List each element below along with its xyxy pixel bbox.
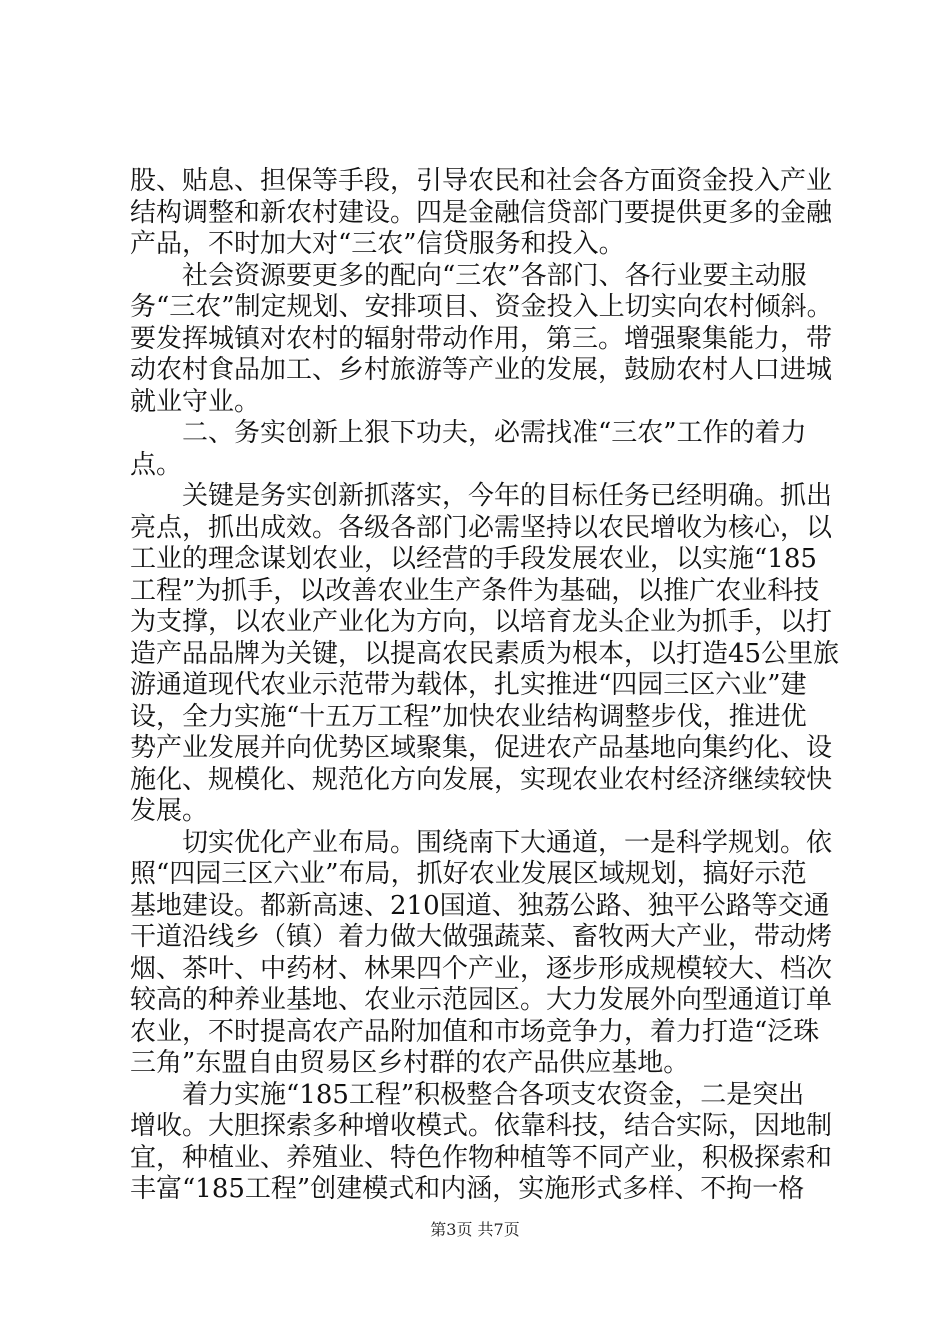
text-line: 烟、茶叶、中药材、林果四个产业，逐步形成规模较大、档次 (130, 953, 833, 984)
text-line: 施化、规模化、规范化方向发展，实现农业农村经济继续较快 (130, 764, 833, 795)
text-line: 干道沿线乡（镇）着力做大做强蔬菜、畜牧两大产业，带动烤 (130, 922, 833, 952)
text-line: 要发挥城镇对农村的辐射带动作用，第三。增强聚集能力，带 (130, 323, 833, 354)
text-line: 发展。 (130, 796, 209, 826)
text-line: 关键是务实创新抓落实，今年的目标任务已经明确。抓出 (130, 481, 833, 511)
page-footer: 第3页 共7页 (430, 1220, 520, 1239)
text-line: 游通道现代农业示范带为载体，扎实推进“四园三区六业”建 (130, 670, 807, 700)
text-line: 宜，种植业、养殖业、特色作物种植等不同产业，积极探索和 (130, 1142, 833, 1173)
text-line: 二、务实创新上狠下功夫，必需找准“三农”工作的着力 (130, 418, 807, 448)
text-line: 就业守业。 (130, 386, 261, 417)
text-line: 农业，不时提高农产品附加值和市场竞争力，着力打造“泛珠 (130, 1016, 820, 1047)
text-line: 亮点，抓出成效。各级各部门必需坚持以农民增收为核心，以 (130, 512, 833, 543)
text-line: 丰富“185工程”创建模式和内涵，实施形式多样、不拘一格 (130, 1174, 805, 1204)
text-line: 着力实施“185工程”积极整合各项支农资金，二是突出 (130, 1079, 805, 1110)
text-line: 务“三农”制定规划、安排项目、资金投入上切实向农村倾斜。 (130, 292, 833, 322)
text-line: 产品，不时加大对“三农”信贷服务和投入。 (130, 229, 625, 259)
text-line: 为支撑，以农业产业化为方向，以培育龙头企业为抓手，以打 (130, 607, 833, 637)
text-line: 切实优化产业布局。围绕南下大通道，一是科学规划。依 (130, 827, 833, 858)
text-line: 结构调整和新农村建设。四是金融信贷部门要提供更多的金融 (130, 197, 833, 228)
text-line: 基地建设。都新高速、210国道、独荔公路、独平公路等交通 (130, 890, 830, 921)
text-line: 势产业发展并向优势区域聚集，促进农产品基地向集约化、设 (130, 733, 833, 763)
text-line: 工业的理念谋划农业，以经营的手段发展农业，以实施“185 (130, 544, 817, 574)
text-line: 较高的种养业基地、农业示范园区。大力发展外向型通道订单 (130, 985, 833, 1015)
text-line: 增收。大胆探索多种增收模式。依靠科技，结合实际，因地制 (130, 1111, 833, 1141)
text-line: 三角”东盟自由贸易区乡村群的农产品供应基地。 (130, 1048, 690, 1078)
text-line: 照“四园三区六业”布局，抓好农业发展区域规划，搞好示范 (130, 859, 807, 889)
text-line: 点。 (130, 449, 183, 480)
text-line: 工程”为抓手，以改善农业生产条件为基础，以推广农业科技 (130, 575, 820, 606)
text-line: 设，全力实施“十五万工程”加快农业结构调整步伐，推进优 (130, 701, 807, 732)
text-line: 社会资源要更多的配向“三农”各部门、各行业要主动服 (130, 260, 807, 291)
text-line: 动农村食品加工、乡村旅游等产业的发展，鼓励农村人口进城 (130, 355, 833, 385)
text-line: 造产品品牌为关键，以提高农民素质为根本，以打造45公里旅 (130, 638, 840, 669)
text-line: 股、贴息、担保等手段，引导农民和社会各方面资金投入产业 (130, 166, 833, 196)
